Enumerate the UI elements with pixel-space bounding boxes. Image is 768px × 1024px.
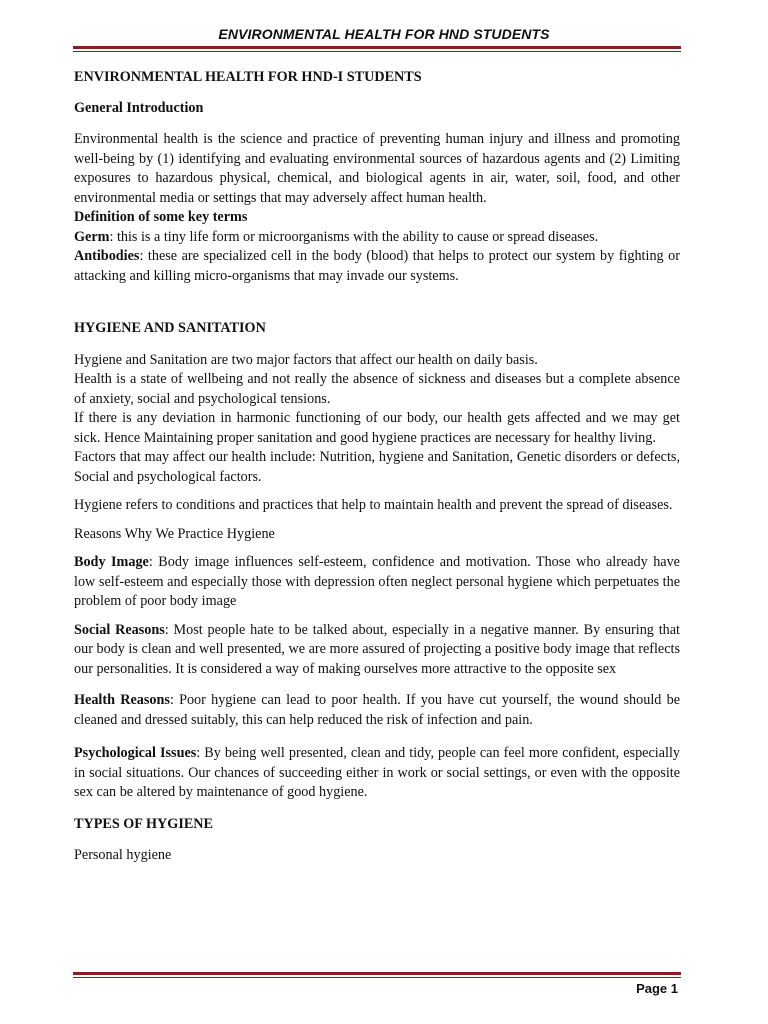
- page-number: Page 1: [636, 981, 678, 996]
- antibodies-definition: [74, 247, 680, 286]
- hygiene-paragraph-4: Factors that may affect our health include: Nutrition, hygiene and Sanitation, Genetic disorders or defects, Social and psychological factors.: [74, 449, 680, 485]
- hygiene-definition: Hygiene refers to conditions and practices that help to maintain health and prevent the spread of diseases.: [74, 497, 673, 513]
- header-rule-thin: [73, 51, 681, 52]
- footer-rule-thick: [73, 972, 681, 975]
- hygiene-paragraph-3: If there is any deviation in harmonic functioning of our body, our health gets affected and we may get sick. Hence Maintaining proper sanitation and good hygiene practices are necessary for healthy living.: [74, 410, 680, 446]
- psychological-issues-term: Psychological Issues: [74, 745, 197, 761]
- body-image-paragraph: [74, 553, 680, 612]
- footer-rule-thin: [73, 977, 681, 978]
- hygiene-heading: HYGIENE AND SANITATION: [74, 320, 266, 336]
- health-reasons-term: Health Reasons: [74, 692, 170, 708]
- header-rule-thick: [73, 46, 681, 49]
- antibodies-term: Antibodies: [74, 248, 140, 264]
- social-reasons-text: : Most people hate to be talked about, especially in a negative manner. By ensuring that our body is clean and well presented, we are more assured of projecting a positive body image that reflects our personalities. It is considered a way of making ourselves more attractive to the opposite sex: [74, 621, 680, 677]
- germ-definition: [74, 228, 680, 248]
- psychological-issues-paragraph: [74, 744, 680, 803]
- document-title: ENVIRONMENTAL HEALTH FOR HND-I STUDENTS: [74, 69, 422, 85]
- germ-term: Germ: [74, 228, 110, 245]
- health-reasons-paragraph: [74, 691, 680, 730]
- reasons-heading: Reasons Why We Practice Hygiene: [74, 525, 275, 542]
- types-heading: TYPES OF HYGIENE: [74, 815, 214, 832]
- germ-text: : this is a tiny life form or microorganisms with the ability to cause or spread diseases.: [109, 228, 599, 245]
- intro-heading: General Introduction: [74, 99, 204, 116]
- hygiene-paragraph-1: Hygiene and Sanitation are two major factors that affect our health on daily basis.: [74, 351, 538, 368]
- body-image-text: : Body image influences self-esteem, confidence and motivation. Those who already have low self-esteem and especially those with depression often neglect personal hygiene which perpetuates the problem of poor body image: [74, 554, 680, 609]
- intro-paragraph: Environmental health is the science and practice of preventing human injury and illness and promoting well-being by (1) identifying and evaluating environmental sources of hazardous agents and (2) Limiting exposures to hazardous physical, chemical, and biological agents in air, water, soil, food, and other environmental media or settings that may adversely affect human health.: [74, 131, 680, 206]
- social-reasons-term: Social Reasons: [74, 621, 165, 638]
- hygiene-paragraph-2: Health is a state of wellbeing and not really the absence of sickness and diseases but a complete absence of anxiety, social and psychological tensions.: [74, 371, 680, 407]
- psychological-issues-text: : By being well presented, clean and tidy, people can feel more confident, especially in social situations. Our chances of succeeding either in work or social settings, or even with the opposite sex can be altered by maintenance of good hygiene.: [74, 745, 680, 800]
- running-header: ENVIRONMENTAL HEALTH FOR HND STUDENTS: [218, 26, 550, 42]
- key-terms-heading: Definition of some key terms: [74, 209, 248, 225]
- body-image-term: Body Image: [74, 554, 149, 570]
- health-reasons-text: : Poor hygiene can lead to poor health. If you have cut yourself, the wound should be cleaned and dressed suitably, this can help reduced the risk of infection and pain.: [74, 692, 680, 728]
- antibodies-text: : these are specialized cell in the body (blood) that helps to protect our system by fighting or attacking and killing micro-organisms that may invade our systems.: [74, 248, 680, 284]
- personal-hygiene-label: Personal hygiene: [74, 847, 172, 863]
- document-body: [74, 68, 680, 866]
- social-reasons-paragraph: [74, 621, 680, 680]
